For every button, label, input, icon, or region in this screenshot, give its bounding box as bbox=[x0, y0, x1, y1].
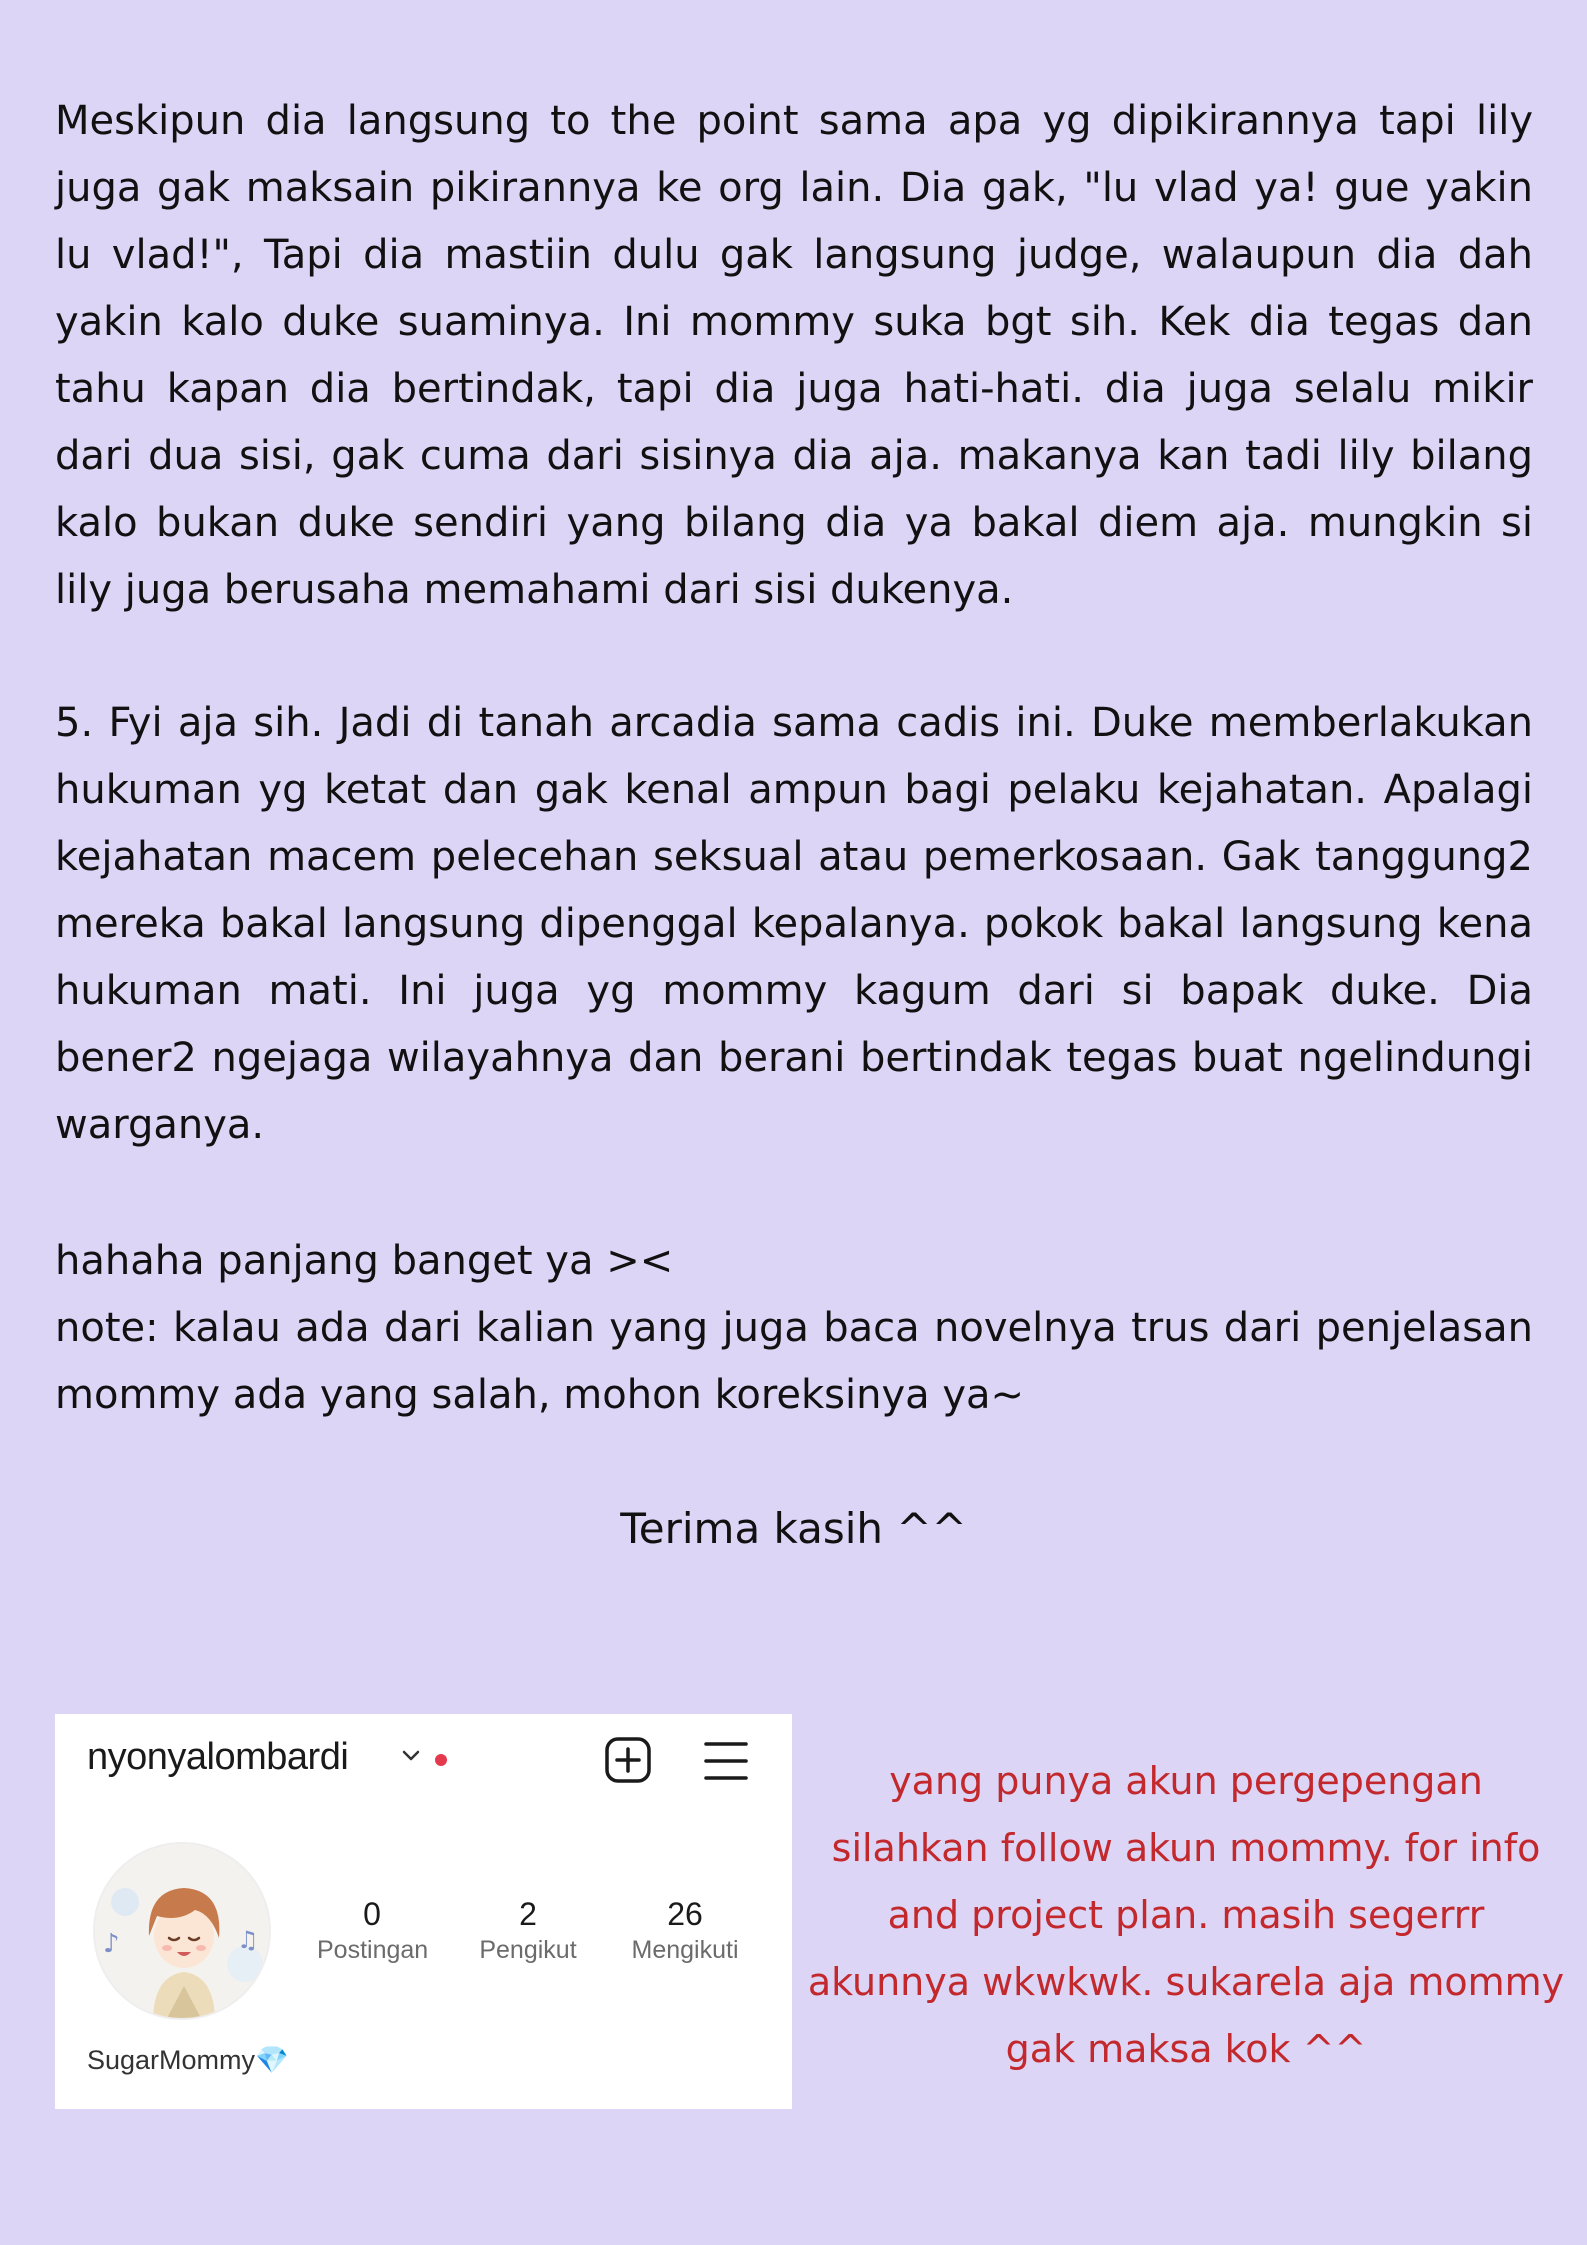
paragraph-lily-traits: Meskipun dia langsung to the point sama apa yg dipikirannya tapi lily juga gak maksain pikirannya ke org lain. Dia gak, "lu vlad ya! gue yakin lu vlad!", Tapi dia mastiin dulu gak langsung judge, walaupun dia dah yakin kalo duke suaminya. Ini mommy suka bgt sih. Kek dia tegas dan tahu kapan dia bertindak, tapi dia juga hati-hati. dia juga selalu mikir dari dua sisi, gak cuma dari sisinya dia aja. makanya kan tadi lily bilang kalo bukan duke sendiri yang bilang dia ya bakal diem aja. mungkin si lily juga berusaha memahami dari sisi dukenya. bbox=[55, 98, 1533, 613]
paragraph-note: note: kalau ada dari kalian yang juga baca novelnya trus dari penjelasan mommy ada yang salah, mohon koreksinya ya~ bbox=[55, 1305, 1533, 1418]
stat-followers-value: 2 bbox=[519, 1896, 537, 1932]
promo-text: yang punya akun pergepengan silahkan follow akun mommy. for info and project plan. masih segerrr akunnya wkwkwk. sukarela aja mommy gak maksa kok ^^ bbox=[807, 1759, 1565, 2071]
avatar[interactable] bbox=[93, 1842, 271, 2020]
profile-bio: SugarMommy💎 bbox=[87, 2045, 289, 2075]
stat-posts-label: Postingan bbox=[317, 1936, 429, 1964]
svg-text:♪: ♪ bbox=[103, 1929, 120, 1959]
notification-dot bbox=[435, 1754, 447, 1766]
avatar-illustration bbox=[95, 1844, 271, 2020]
instagram-profile-card bbox=[55, 1714, 792, 2109]
stat-following-value: 26 bbox=[667, 1896, 703, 1932]
stat-followers[interactable] bbox=[473, 1894, 583, 1966]
stat-posts[interactable] bbox=[317, 1894, 427, 1966]
menu-icon[interactable] bbox=[703, 1740, 749, 1782]
chevron-down-icon[interactable] bbox=[400, 1744, 422, 1766]
paragraph-closing: hahaha panjang banget ya >< bbox=[55, 1238, 674, 1284]
add-post-icon[interactable] bbox=[604, 1736, 652, 1784]
stat-following-label: Mengikuti bbox=[631, 1936, 739, 1964]
profile-username[interactable]: nyonyalombardi bbox=[87, 1736, 349, 1778]
stat-posts-value: 0 bbox=[363, 1896, 381, 1932]
paragraph-point-5: 5. Fyi aja sih. Jadi di tanah arcadia sama cadis ini. Duke memberlakukan hukuman yg ketat dan gak kenal ampun bagi pelaku kejahatan. Apalagi kejahatan macem pelecehan seksual atau pemerkosaan. Gak tanggung2 mereka bakal langsung dipenggal kepalanya. pokok bakal langsung kena hukuman mati. Ini juga yg mommy kagum dari si bapak duke. Dia bener2 ngejaga wilayahnya dan berani bertindak tegas buat ngelindungi warganya. bbox=[55, 700, 1533, 1148]
stat-following[interactable] bbox=[620, 1894, 750, 1966]
svg-text:♫: ♫ bbox=[237, 1926, 259, 1954]
thanks-text: Terima kasih ^^ bbox=[620, 1504, 967, 1553]
stat-followers-label: Pengikut bbox=[479, 1936, 577, 1964]
